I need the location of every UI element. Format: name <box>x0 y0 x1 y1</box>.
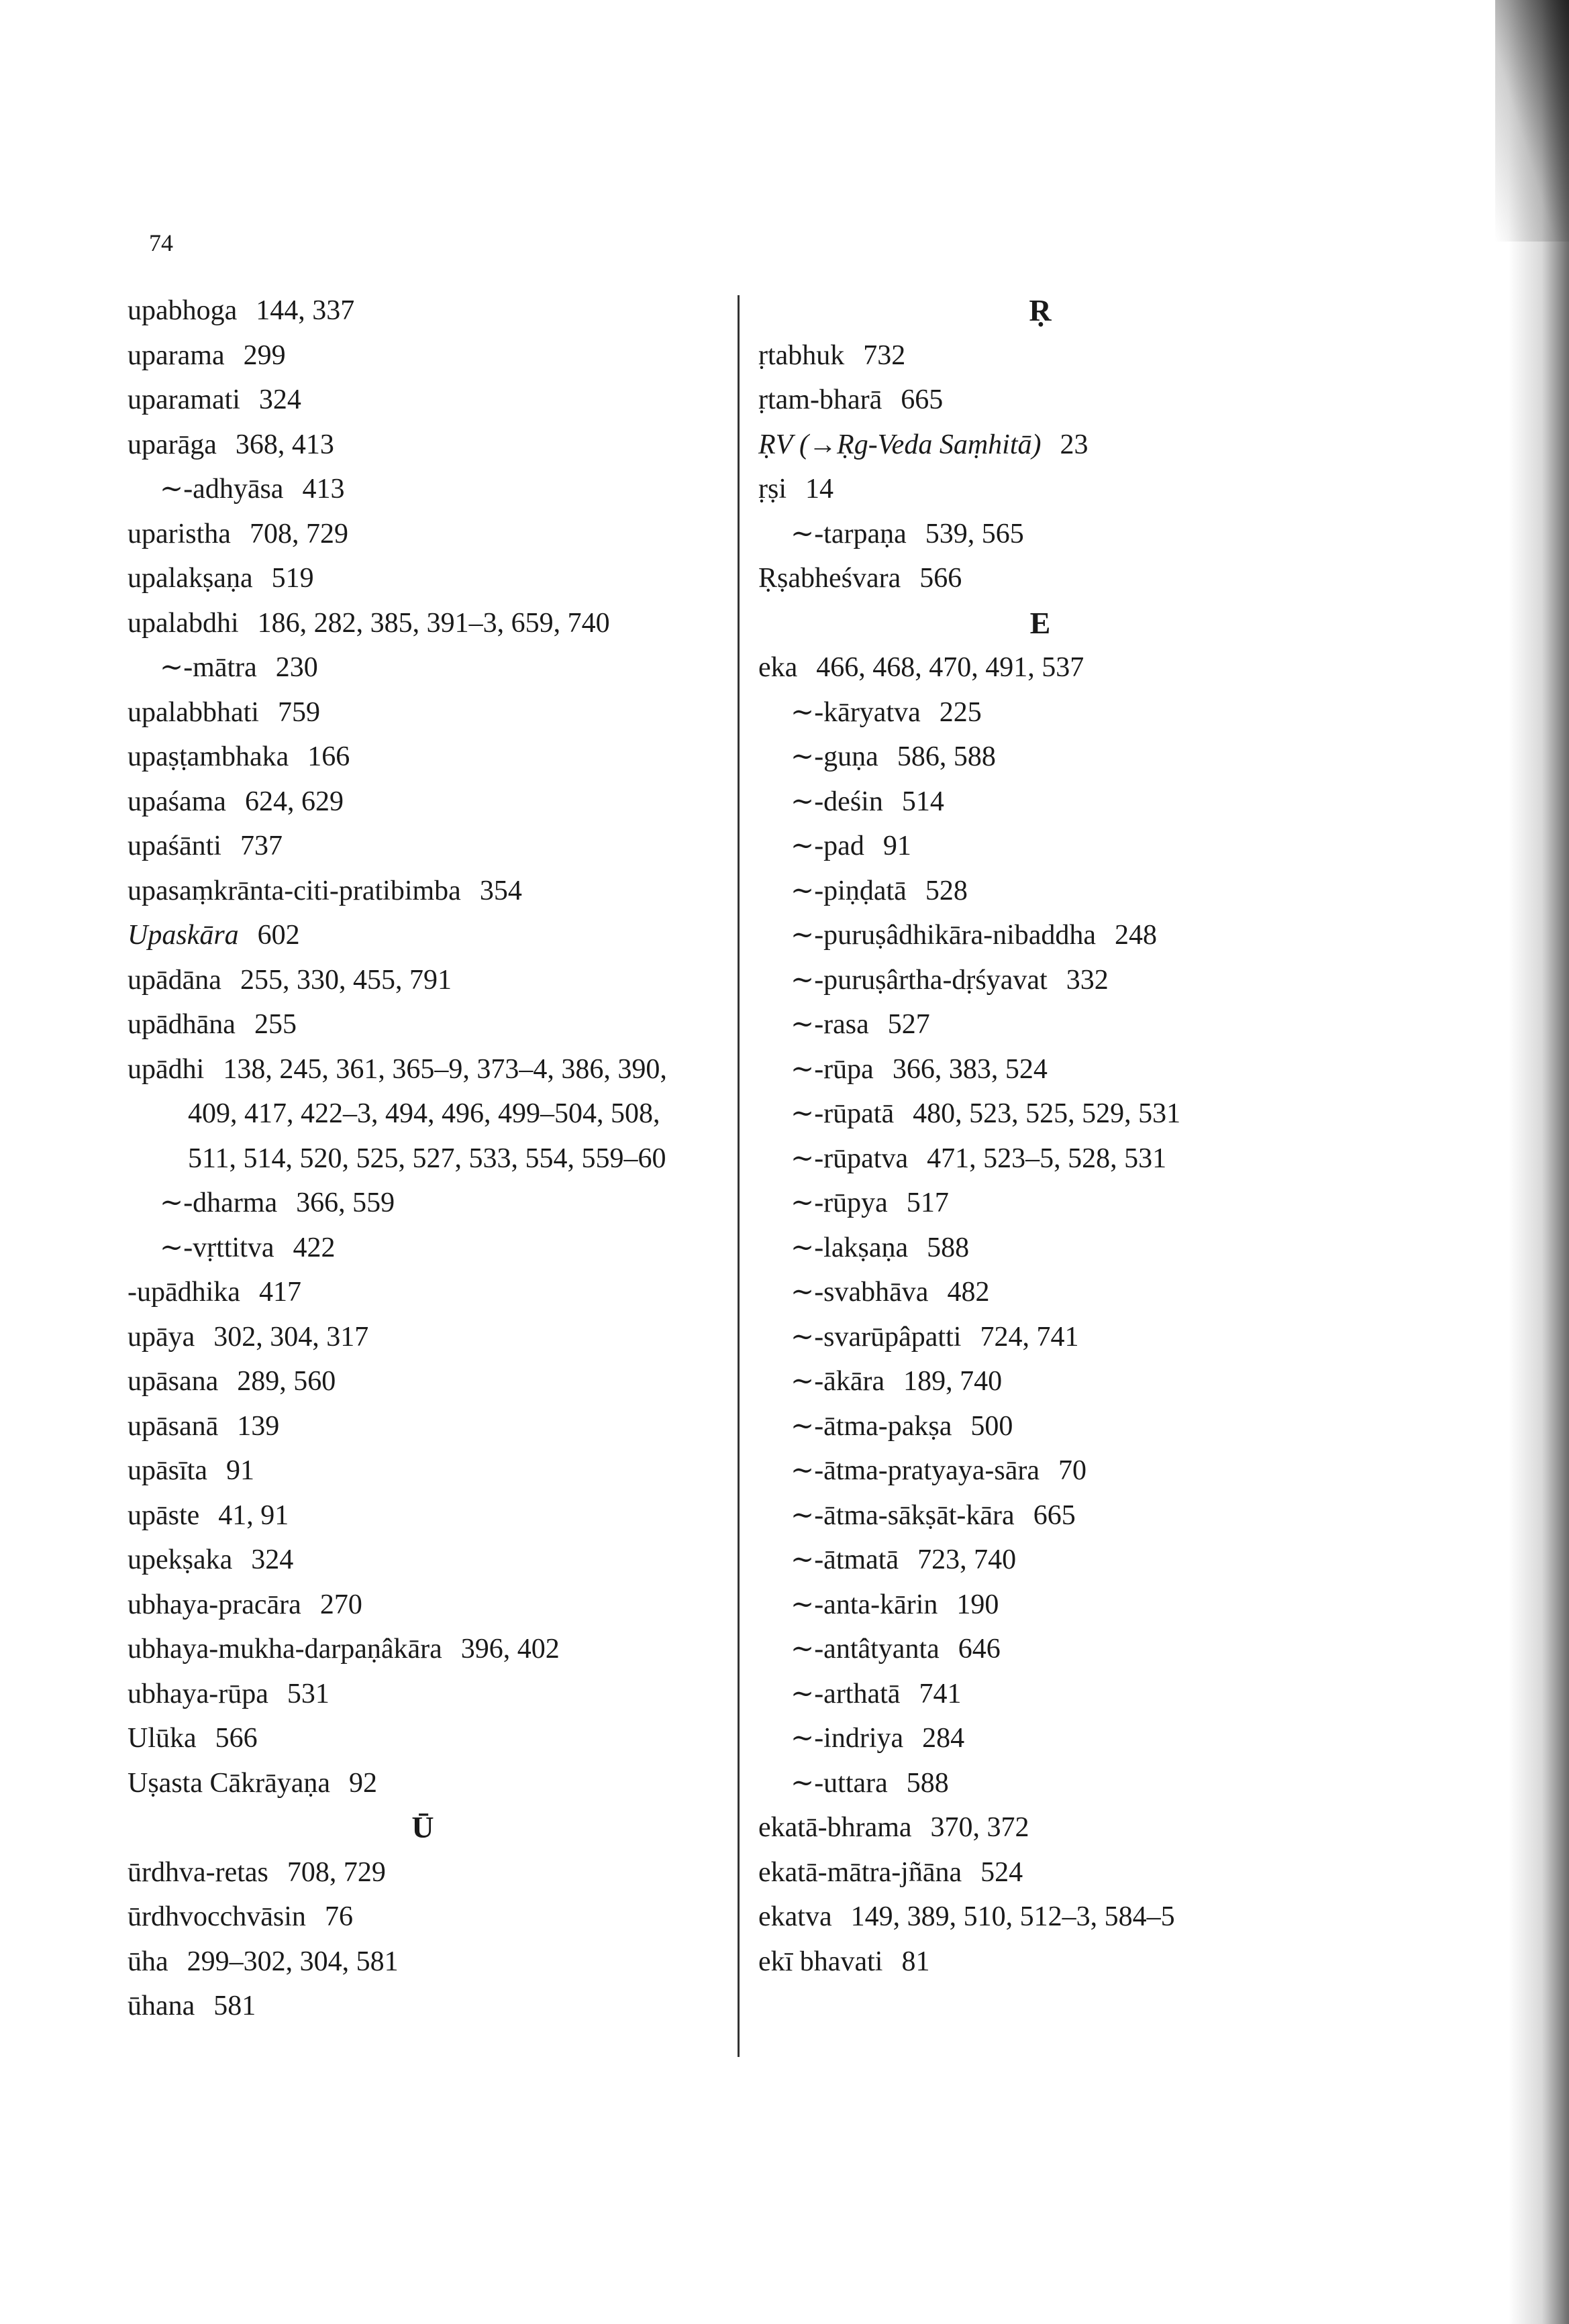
entry-pages: 324 <box>258 384 301 415</box>
index-entry <box>128 556 718 601</box>
entry-pages: 422 <box>293 1232 336 1263</box>
entry-pages: 665 <box>1033 1499 1076 1531</box>
index-subentry <box>128 645 718 690</box>
entry-term: ubhaya-pracāra <box>128 1589 301 1620</box>
entry-pages: 299–302, 304, 581 <box>187 1946 399 1977</box>
entry-term: upasaṃkrānta-citi-pratibimba <box>128 875 461 906</box>
entry-term: ∼-anta-kārin <box>791 1589 938 1620</box>
index-subentry <box>758 1092 1322 1137</box>
entry-term: ∼-rūpya <box>791 1187 888 1218</box>
section-heading: E <box>1029 605 1051 640</box>
index-subentry <box>758 1627 1322 1672</box>
index-subentry <box>758 1404 1322 1449</box>
entry-term: ūhana <box>128 1991 195 2021</box>
entry-pages: 759 <box>277 696 320 728</box>
index-entry <box>128 333 718 378</box>
entry-term: upalabdhi <box>128 607 239 639</box>
index-subentry <box>758 1716 1322 1761</box>
index-entry <box>758 1940 1322 1985</box>
entry-pages: 91 <box>225 1455 254 1486</box>
entry-pages: 708, 729 <box>287 1856 386 1888</box>
entry-term: uparāga <box>128 429 217 460</box>
entry-term: Upaskāra <box>128 920 239 951</box>
index-subentry <box>758 780 1322 825</box>
entry-term: uparistha <box>128 518 231 549</box>
entry-term: upaśānti <box>128 831 221 861</box>
entry-term: upādhāna <box>128 1009 236 1040</box>
entry-term: ∼-svabhāva <box>791 1277 929 1308</box>
entry-pages: 514 <box>901 786 944 817</box>
index-subentry <box>758 1137 1322 1181</box>
entry-pages: 289, 560 <box>237 1366 336 1397</box>
index-subentry <box>758 1538 1322 1583</box>
entry-term: -upādhika <box>128 1277 240 1308</box>
entry-term: ṛtam-bharā <box>758 384 882 415</box>
index-column-right <box>758 288 1322 1984</box>
entry-pages: 413 <box>302 474 345 505</box>
index-entry <box>128 913 718 958</box>
index-entry <box>128 1850 718 1895</box>
index-subentry <box>758 1761 1322 1806</box>
index-subentry <box>758 1181 1322 1226</box>
entry-pages: 189, 740 <box>903 1366 1003 1397</box>
entry-term: ∼-piṇḍatā <box>791 875 907 906</box>
entry-pages: 255, 330, 455, 791 <box>240 964 452 996</box>
entry-pages: 255 <box>254 1009 297 1040</box>
index-entry <box>758 645 1322 690</box>
index-subentry <box>128 1226 718 1271</box>
entry-term: ∼-svarūpâpatti <box>791 1321 962 1353</box>
section-heading: Ṛ <box>1029 293 1052 327</box>
entry-pages: 225 <box>939 696 982 728</box>
index-entry <box>128 1047 718 1092</box>
index-entry <box>128 601 718 646</box>
index-entry <box>128 1493 718 1538</box>
index-entry <box>128 1583 718 1628</box>
entry-term: ∼-mātra <box>160 652 257 683</box>
entry-term: ṛṣi <box>758 474 787 505</box>
entry-pages: 299 <box>243 339 286 371</box>
index-entry <box>758 423 1322 468</box>
entry-pages: 581 <box>213 1991 256 2021</box>
entry-pages: 588 <box>927 1232 970 1263</box>
entry-term: ∼-rasa <box>791 1009 869 1040</box>
entry-term: ūha <box>128 1946 168 1977</box>
entry-term: upalabbhati <box>128 696 259 728</box>
entry-term: ∼-rūpa <box>791 1053 874 1085</box>
entry-term: ekatā-mātra-jñāna <box>758 1856 962 1888</box>
index-subentry <box>758 735 1322 780</box>
index-entry <box>128 1761 718 1806</box>
section-heading: Ū <box>411 1810 434 1844</box>
entry-pages: 70 <box>1058 1455 1086 1486</box>
entry-pages: 144, 337 <box>256 295 355 326</box>
index-entry <box>128 869 718 914</box>
index-entry <box>128 378 718 423</box>
entry-pages: 186, 282, 385, 391–3, 659, 740 <box>257 607 610 639</box>
entry-term: Ulūka <box>128 1723 197 1754</box>
entry-pages: 139 <box>237 1410 280 1442</box>
entry-pages: 588 <box>906 1767 949 1799</box>
index-entry <box>758 467 1322 512</box>
index-entry <box>128 1672 718 1717</box>
entry-term: ∼-pad <box>791 831 864 861</box>
entry-term: ūrdhva-retas <box>128 1856 268 1888</box>
entry-pages: 471, 523–5, 528, 531 <box>927 1143 1167 1174</box>
index-subentry <box>758 1583 1322 1628</box>
entry-term: ∼-indriya <box>791 1723 904 1754</box>
index-entry <box>128 1895 718 1940</box>
entry-pages: 366, 559 <box>296 1187 395 1218</box>
index-entry <box>128 1002 718 1047</box>
entry-term: upāya <box>128 1321 195 1353</box>
entry-pages: 248 <box>1115 920 1158 951</box>
index-subentry <box>758 958 1322 1003</box>
index-entry <box>758 1805 1322 1850</box>
entry-pages: 539, 565 <box>925 518 1024 549</box>
entry-pages: 270 <box>319 1589 362 1620</box>
page-edge-shadow <box>1509 0 1569 2324</box>
entry-pages: 138, 245, 361, 365–9, 373–4, 386, 390, <box>223 1053 667 1085</box>
entry-pages: 366, 383, 524 <box>892 1053 1048 1085</box>
index-entry <box>758 1850 1322 1895</box>
index-entry <box>128 1940 718 1985</box>
index-subentry <box>128 1181 718 1226</box>
entry-term: upāste <box>128 1499 200 1531</box>
entry-term: ∼-ātma-sākṣāt-kāra <box>791 1499 1015 1531</box>
entry-term: upabhoga <box>128 295 238 326</box>
entry-pages: 724, 741 <box>980 1321 1079 1353</box>
entry-pages: 332 <box>1066 964 1109 996</box>
entry-pages: 409, 417, 422–3, 494, 496, 499–504, 508, <box>188 1098 660 1129</box>
entry-pages: 230 <box>275 652 318 683</box>
index-entry <box>128 288 718 333</box>
entry-term: ekī bhavati <box>758 1946 883 1977</box>
index-subentry <box>758 1448 1322 1493</box>
entry-term: upāsanā <box>128 1410 219 1442</box>
index-subentry <box>758 512 1322 557</box>
entry-term: upāsana <box>128 1366 219 1397</box>
entry-term: upādāna <box>128 964 221 996</box>
entry-term: upāsīta <box>128 1455 207 1486</box>
entry-pages: 417 <box>258 1277 301 1308</box>
entry-term: ∼-deśin <box>791 786 883 817</box>
entry-term: ∼-ātmatā <box>791 1544 899 1575</box>
entry-term: upādhi <box>128 1053 205 1085</box>
entry-term: upaṣṭambhaka <box>128 741 289 772</box>
index-entry-continuation <box>128 1137 718 1181</box>
entry-pages: 81 <box>901 1946 930 1977</box>
page-number: 74 <box>149 229 173 256</box>
entry-pages: 708, 729 <box>249 518 348 549</box>
entry-term: ∼-adhyāsa <box>160 474 284 505</box>
entry-pages: 368, 413 <box>235 429 334 460</box>
entry-term: ∼-dharma <box>160 1187 278 1218</box>
index-entry <box>758 1895 1322 1940</box>
entry-pages: 665 <box>901 384 944 415</box>
index-entry <box>128 958 718 1003</box>
index-entry <box>128 735 718 780</box>
entry-term: ṚV (→Ṛg-Veda Saṃhitā) <box>758 429 1042 460</box>
index-entry <box>758 333 1322 378</box>
entry-term: upaśama <box>128 786 226 817</box>
entry-pages: 370, 372 <box>930 1812 1029 1843</box>
entry-pages: 76 <box>324 1901 353 1932</box>
entry-term: ubhaya-rūpa <box>128 1678 268 1709</box>
entry-term: ubhaya-mukha-darpaṇâkāra <box>128 1634 442 1665</box>
entry-pages: 14 <box>805 474 833 505</box>
entry-pages: 586, 588 <box>897 741 996 772</box>
entry-term: ∼-antâtyanta <box>791 1634 940 1665</box>
entry-pages: 723, 740 <box>917 1544 1017 1575</box>
index-subentry <box>758 1270 1322 1315</box>
index-entry <box>128 1538 718 1583</box>
index-subentry <box>128 467 718 512</box>
entry-term: uparama <box>128 339 225 371</box>
entry-pages: 23 <box>1060 429 1089 460</box>
index-entry <box>128 423 718 468</box>
entry-pages: 624, 629 <box>244 786 344 817</box>
index-subentry <box>758 869 1322 914</box>
entry-pages: 646 <box>958 1634 1001 1665</box>
index-entry <box>128 1716 718 1761</box>
index-subentry <box>758 1226 1322 1271</box>
entry-pages: 566 <box>919 563 962 594</box>
index-subentry <box>758 1315 1322 1360</box>
entry-pages: 284 <box>922 1723 965 1754</box>
entry-pages: 149, 389, 510, 512–3, 584–5 <box>850 1901 1175 1932</box>
index-entry-continuation <box>128 1092 718 1137</box>
entry-pages: 324 <box>251 1544 294 1575</box>
entry-term: ekatā-bhrama <box>758 1812 912 1843</box>
index-column-left <box>128 288 718 2029</box>
index-subentry <box>758 690 1322 735</box>
entry-pages: 519 <box>271 563 314 594</box>
index-entry <box>128 1359 718 1404</box>
index-entry <box>128 780 718 825</box>
entry-term: ∼-guṇa <box>791 741 878 772</box>
index-subentry <box>758 1047 1322 1092</box>
entry-pages: 354 <box>479 875 522 906</box>
entry-pages: 466, 468, 470, 491, 537 <box>816 652 1084 683</box>
entry-pages: 302, 304, 317 <box>213 1321 369 1353</box>
entry-pages: 566 <box>215 1723 258 1754</box>
entry-term: ∼-arthatā <box>791 1678 901 1709</box>
entry-term: upalakṣaṇa <box>128 563 253 594</box>
entry-term: ∼-ātma-pakṣa <box>791 1410 952 1442</box>
entry-pages: 92 <box>349 1767 378 1799</box>
index-entry <box>128 1404 718 1449</box>
index-subentry <box>758 1359 1322 1404</box>
entry-pages: 41, 91 <box>218 1499 289 1531</box>
entry-pages: 732 <box>863 339 906 371</box>
column-divider <box>738 295 740 2057</box>
entry-term: ∼-lakṣaṇa <box>791 1232 909 1263</box>
index-entry <box>758 556 1322 601</box>
entry-pages: 524 <box>980 1856 1023 1888</box>
index-subentry <box>758 824 1322 869</box>
entry-term: ūrdhvocchvāsin <box>128 1901 306 1932</box>
index-entry <box>128 690 718 735</box>
entry-pages: 517 <box>906 1187 949 1218</box>
entry-pages: 528 <box>925 875 968 906</box>
entry-term: uparamati <box>128 384 240 415</box>
index-entry <box>128 1627 718 1672</box>
entry-term: ∼-tarpaṇa <box>791 518 907 549</box>
entry-pages: 602 <box>257 920 300 951</box>
entry-term: ∼-ākāra <box>791 1366 885 1397</box>
entry-term: Uṣasta Cākrāyaṇa <box>128 1767 331 1799</box>
index-entry <box>128 824 718 869</box>
entry-pages: 527 <box>887 1009 930 1040</box>
entry-term: eka <box>758 652 798 683</box>
index-subentry <box>758 1002 1322 1047</box>
entry-pages: 737 <box>240 831 283 861</box>
entry-pages: 482 <box>947 1277 990 1308</box>
entry-term: ∼-rūpatva <box>791 1143 909 1174</box>
entry-pages: 396, 402 <box>460 1634 560 1665</box>
entry-pages: 511, 514, 520, 525, 527, 533, 554, 559–60 <box>188 1143 666 1174</box>
index-subentry <box>758 913 1322 958</box>
entry-term: ∼-vṛttitva <box>160 1232 274 1263</box>
entry-term: ∼-uttara <box>791 1767 888 1799</box>
index-subentry <box>758 1493 1322 1538</box>
index-entry <box>128 1448 718 1493</box>
entry-pages: 531 <box>287 1678 330 1709</box>
index-entry <box>128 1270 718 1315</box>
index-entry <box>128 1984 718 2029</box>
entry-pages: 500 <box>970 1410 1013 1442</box>
index-entry <box>128 512 718 557</box>
entry-term: ∼-rūpatā <box>791 1098 895 1129</box>
entry-term: ∼-ātma-pratyaya-sāra <box>791 1455 1040 1486</box>
entry-term: upekṣaka <box>128 1544 233 1575</box>
entry-pages: 190 <box>956 1589 999 1620</box>
entry-term: ∼-kāryatva <box>791 696 921 728</box>
entry-pages: 741 <box>919 1678 962 1709</box>
entry-term: ∼-puruṣâdhikāra-nibaddha <box>791 920 1097 951</box>
entry-term: Ṛṣabheśvara <box>758 563 901 594</box>
entry-pages: 166 <box>307 741 350 772</box>
entry-term: ekatva <box>758 1901 832 1932</box>
entry-pages: 91 <box>882 831 911 861</box>
index-entry <box>758 378 1322 423</box>
page-corner-shadow <box>1495 0 1569 242</box>
entry-term: ∼-puruṣârtha-dṛśyavat <box>791 964 1048 996</box>
entry-term: ṛtabhuk <box>758 339 845 371</box>
entry-pages: 480, 523, 525, 529, 531 <box>913 1098 1181 1129</box>
index-entry <box>128 1315 718 1360</box>
index-subentry <box>758 1672 1322 1717</box>
